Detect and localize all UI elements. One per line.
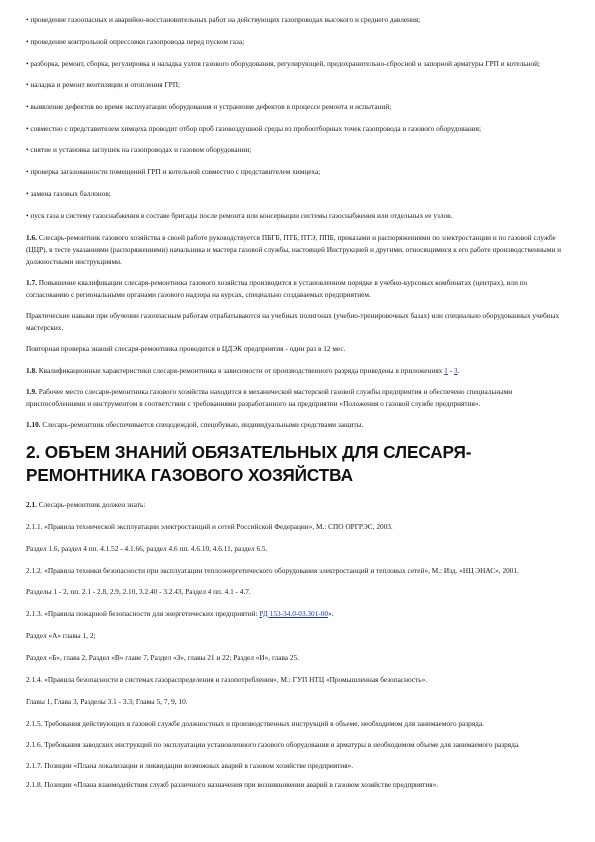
clause-text: Рабочее место слесаря-ремонтника газового хозяйства находится в механической мастерской газовой службы предприятия и обеспечено специальными приспособлениями и инструментом в соответствии с требованиями разработанного на предприятии «Положения о газовой службе предприятия». (26, 387, 513, 408)
paragraph-1-10 (26, 419, 566, 431)
separator: - (447, 366, 454, 375)
rd-standard-link[interactable]: РД 153-34.0-03.301-00 (259, 609, 329, 618)
clause-number: 1.7. (26, 278, 37, 287)
clause-text: 2.1.3. «Правила пожарной безопасности для энергетических предприятий: (26, 609, 260, 618)
paragraph-2-1-3 (26, 608, 566, 620)
clause-text: Повышение квалификации слесаря-ремонтника газового хозяйства производится в установленном порядке в учебно-курсовых комбинатах (центрах), или по согласованию с региональными органами газового надзора на курсах, специально создаваемых предприятием. (26, 278, 528, 299)
paragraph-2-1-6: 2.1.6. Требования заводских инструкций по эксплуатации установленного газового оборудования и арматуры в необходимом объеме для занимаемого разряда. (26, 740, 520, 749)
end-quote: ». (328, 609, 334, 618)
paragraph-2-1-2-sections: Разделы 1 - 2, пп. 2.1 - 2.8, 2.9, 2.10, 3.2.40 - 3.2.43, Раздел 4 пп. 4.1 - 4.7. (26, 587, 251, 596)
bullet-item: • замена газовых баллонов; (26, 189, 111, 198)
end-period: . (457, 366, 460, 375)
paragraph-practice: Практические навыки при обучении газоопасным работам отрабатываются на учебных полигонах (учебно-тренировочных базах) или специально оборудованных учебных мастерских. (26, 311, 560, 332)
paragraph-2-1-4: 2.1.4. «Правила безопасности в системах газораспределения и газопотребления», М.: ГУП НТЦ «Промышленная безопасность». (26, 675, 428, 684)
paragraph-1-8 (26, 365, 566, 377)
paragraph-recheck: Повторная проверка знаний слесаря-ремонтника проводится в ЦДЭК предприятия - один раз в 12 мес. (26, 344, 346, 353)
paragraph-2-1-5: 2.1.5. Требования действующих в газовой службе должностных и производственных инструкций в объеме, необходимом для занимаемого разряда. (26, 719, 484, 728)
paragraph-2-1 (26, 499, 566, 511)
clause-number: 1.6. (26, 233, 37, 242)
paragraph-section-b: Раздел «Б», глава 2, Раздел «В» главе 7, Раздел «З», главы 21 и 22; Раздел «И», глава 25. (26, 653, 299, 662)
appendix-1-link[interactable]: 1 (444, 366, 448, 375)
clause-text: Слесарь-ремонтник должен знать: (36, 500, 146, 509)
clause-text: Квалификационные характеристики слесаря-ремонтника в зависимости от производственного разряда приведены в приложениях (36, 366, 445, 375)
section-heading: 2. ОБЪЕМ ЗНАНИЙ ОБЯЗАТЕЛЬНЫХ ДЛЯ СЛЕСАРЯ-РЕМОНТНИКА ГАЗОВОГО ХОЗЯЙСТВА (26, 442, 472, 485)
paragraph-2-1-8: 2.1.8. Позиции «Плана взаимодействия служб различного назначения при возникновении аварий в газовом хозяйстве предприятия». (26, 780, 439, 789)
paragraph-2-1-4-sections: Главы 1, Глава 3, Разделы 3.1 - 3.3; Главы 5, 7, 9, 10. (26, 697, 188, 706)
document-page (26, 14, 566, 798)
bullet-item: • разборка, ремонт, сборка, регулировка и наладка узлов газового оборудования, регулирующей, предохранительно-сбросной и запорной арматуры ГРП и котельной; (26, 59, 541, 68)
appendix-3-link[interactable]: 3 (453, 366, 458, 375)
paragraph-1-6 (26, 232, 566, 268)
bullet-item: • совместно с представителем химцеха проводит отбор проб газовоздушной среды из пробоотборных точек газопровода и газового оборудования; (26, 124, 482, 133)
clause-number: 1.9. (26, 387, 37, 396)
paragraph-section-a: Раздел «А» главы 1, 2; (26, 631, 96, 640)
clause-number: 2.1. (26, 500, 37, 509)
clause-number: 1.10. (26, 420, 41, 429)
bullet-item: • проведение контрольной опрессовки газопровода перед пуском газа; (26, 37, 245, 46)
bullet-item: • проведение газоопасных и аварийно-восстановительных работ на действующих газопроводах высокого и среднего давления; (26, 15, 421, 24)
clause-text: Слесарь-ремонтник газового хозяйства в своей работе руководствуется ПБГБ, ПТБ, ПТЭ, ППБ, приказами и распоряжениями по электростанции и по газовой службе (ЦЦР), в тесте указаниями (распоряжениями) начальника и мастера газовой службы, настоящей Инструкцией и другими, относящимися к его работе производственными и должностными инструкциями. (26, 233, 562, 266)
paragraph-2-1-2: 2.1.2. «Правила техники безопасности при эксплуатации теплоэнергетического оборудования электростанций и тепловых сетей», М.: Изд. «НЦ ЭНАС», 2001. (26, 566, 519, 575)
paragraph-1-9 (26, 386, 566, 410)
bullet-item: • проверка загазованности помещений ГРП и котельной совместно с представителем химцеха; (26, 167, 321, 176)
paragraph-2-1-1-sections: Раздел 1.6, раздел 4 пп. 4.1.52 - 4.1.66, раздел 4.6 пп. 4.6.10, 4.6.11, раздел 6.5. (26, 544, 268, 553)
clause-text: Слесарь-ремонтник обеспечивается спецодеждой, спецобувью, индивидуальными средствами защиты. (40, 420, 364, 429)
clause-number: 1.8. (26, 366, 37, 375)
paragraph-1-7 (26, 277, 566, 301)
bullet-item: • пуск газа в систему газоснабжения в составе бригады после ремонта или консервации системы газоснабжения или отдельных ее узлов. (26, 211, 453, 220)
bullet-item: • наладка и ремонт вентиляции и отопления ГРП; (26, 80, 181, 89)
bullet-item: • снятие и установка заглушек на газопроводах и газовом оборудовании; (26, 145, 252, 154)
paragraph-2-1-1: 2.1.1. «Правила технической эксплуатации электростанций и сетей Российской Федерации», М.: СПО ОРГРЭС, 2003. (26, 522, 393, 531)
paragraph-2-1-7: 2.1.7. Позиции «Плана локализации и ликвидации возможных аварий в газовом хозяйстве предприятия». (26, 761, 354, 770)
bullet-item: • выявление дефектов во время эксплуатации оборудования и устранение дефектов в процессе ремонта и испытаний; (26, 102, 392, 111)
